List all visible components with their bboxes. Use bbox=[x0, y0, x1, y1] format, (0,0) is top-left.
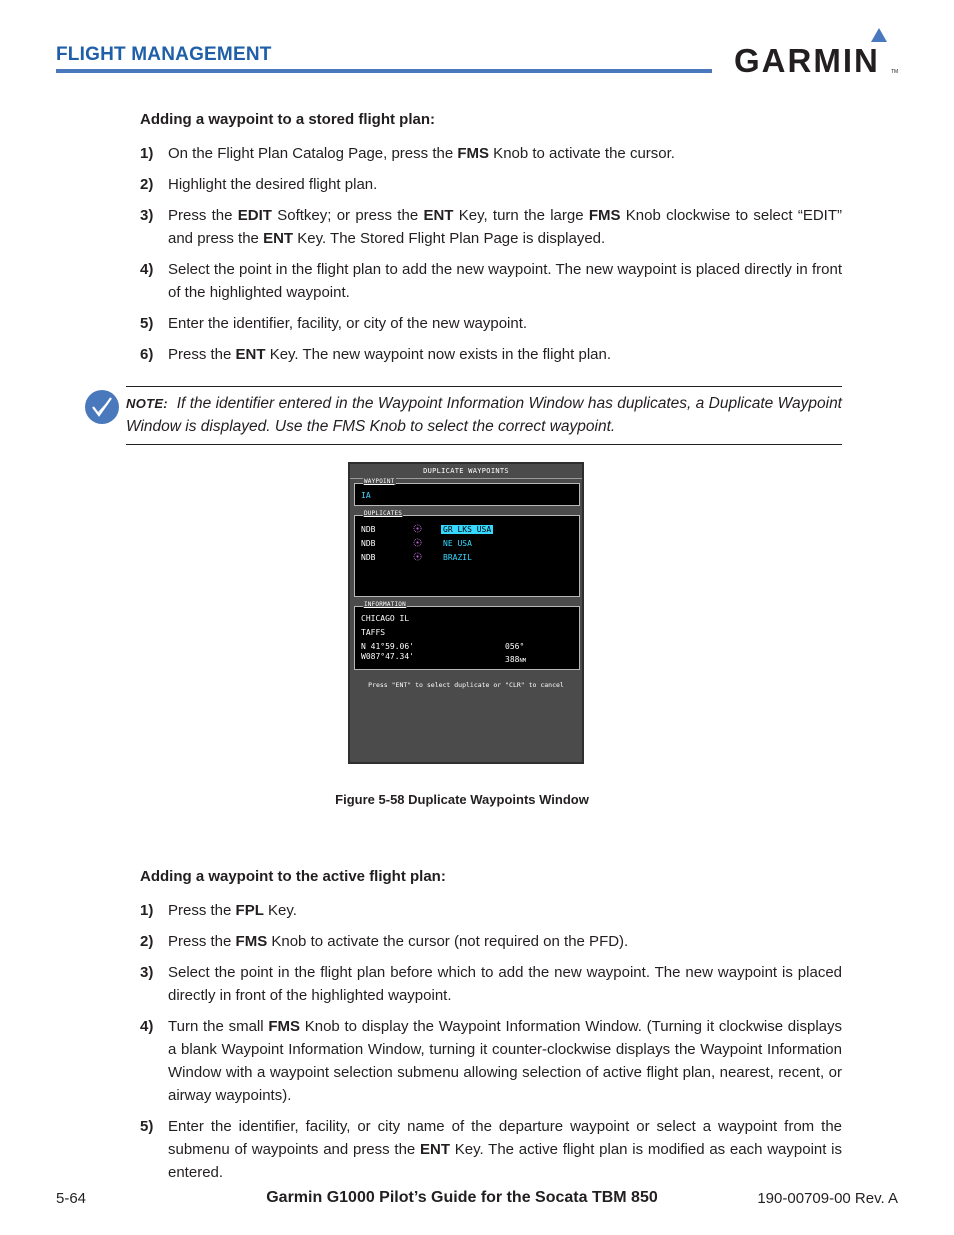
step-number: 5) bbox=[140, 315, 154, 332]
step-item bbox=[140, 173, 842, 196]
step-text: Press the bbox=[168, 902, 236, 919]
step-text: Key. bbox=[263, 902, 297, 919]
step-number: 3) bbox=[140, 964, 154, 981]
step-text: Key. The new waypoint now exists in the flight plan. bbox=[265, 346, 611, 363]
control-name: ENT bbox=[263, 230, 294, 247]
active-plan-heading: Adding a waypoint to the active flight plan: bbox=[140, 868, 446, 885]
step-text: Knob to display the Waypoint Information Window. (Turning it clockwise displays a blank Waypoint Information Window, turning it counter-clockwise displays the Waypoint Information Window with a waypoint selection submenu allowing selection of active flight plan, nearest, recent, or airway waypoints). bbox=[168, 1018, 842, 1104]
step-text: Enter the identifier, facility, or city of the new waypoint. bbox=[168, 315, 528, 332]
duplicates-label: DUPLICATES bbox=[364, 510, 403, 517]
step-item bbox=[140, 204, 842, 250]
distance-unit: NM bbox=[519, 658, 527, 664]
step-text: Knob to activate the cursor. bbox=[489, 145, 675, 162]
step-text: Knob clockwise to select “EDIT” and press the bbox=[168, 207, 843, 247]
step-text: Key, turn the large bbox=[453, 207, 589, 224]
step-text: Press the bbox=[168, 933, 236, 950]
step-item bbox=[140, 1015, 842, 1107]
step-text: Press the bbox=[168, 346, 236, 363]
logo-text: GARMIN bbox=[734, 42, 880, 79]
info-city: CHICAGO IL bbox=[361, 614, 410, 623]
info-distance: 388NM bbox=[505, 655, 527, 664]
step-item bbox=[140, 258, 842, 304]
control-name: ENT bbox=[423, 207, 454, 224]
duplicate-location[interactable]: NE USA bbox=[443, 539, 472, 548]
step-number: 3) bbox=[140, 207, 154, 224]
stored-plan-steps bbox=[140, 142, 842, 366]
window-title: DUPLICATE WAYPOINTS bbox=[423, 467, 509, 475]
step-item bbox=[140, 961, 842, 1007]
duplicates-panel bbox=[354, 510, 580, 597]
figure-caption: Figure 5-58 Duplicate Waypoints Window bbox=[335, 792, 589, 807]
logo-tm: TM bbox=[891, 69, 899, 75]
step-number: 4) bbox=[140, 1018, 154, 1035]
duplicate-type: NDB bbox=[361, 525, 376, 534]
info-bearing: 056° bbox=[505, 642, 525, 651]
info-longitude: W087°47.34' bbox=[361, 652, 414, 661]
header-rule bbox=[56, 69, 712, 73]
document-number: 190-00709-00 Rev. A bbox=[757, 1190, 898, 1207]
info-latitude: N 41°59.06' bbox=[361, 642, 414, 651]
note-icon bbox=[84, 389, 120, 425]
note-box bbox=[126, 386, 842, 445]
control-name: FMS bbox=[457, 145, 490, 162]
step-text: Softkey; or press the bbox=[271, 207, 424, 224]
control-name: FMS bbox=[235, 933, 268, 950]
ndb-icon bbox=[413, 524, 422, 533]
step-item bbox=[140, 930, 842, 953]
active-plan-steps bbox=[140, 899, 842, 1184]
page-number: 5-64 bbox=[56, 1190, 87, 1207]
step-item bbox=[140, 142, 842, 165]
control-name: FPL bbox=[235, 902, 264, 919]
control-name: FMS bbox=[268, 1018, 301, 1035]
note-text: If the identifier entered in the Waypoint Information Window has duplicates, a Duplicate Waypoint Window is displayed. Use the FMS Knob to select the correct waypoint. bbox=[126, 395, 842, 435]
step-item bbox=[140, 899, 842, 922]
stored-plan-heading: Adding a waypoint to a stored flight plan: bbox=[140, 111, 435, 128]
duplicate-location-selected[interactable]: GR LKS USA bbox=[443, 525, 492, 534]
step-number: 4) bbox=[140, 261, 154, 278]
waypoint-panel[interactable] bbox=[354, 478, 580, 506]
step-text: Select the point in the flight plan to add the new waypoint. The new waypoint is placed directly in front of the highlighted waypoint. bbox=[168, 261, 842, 301]
step-text: Turn the small bbox=[168, 1018, 269, 1035]
duplicate-waypoints-window bbox=[348, 462, 584, 764]
info-name: TAFFS bbox=[361, 628, 386, 637]
step-item bbox=[140, 343, 842, 366]
duplicate-type: NDB bbox=[361, 539, 376, 548]
footer-title: Garmin G1000 Pilot’s Guide for the Socata TBM 850 bbox=[266, 1189, 658, 1206]
window-prompt: Press "ENT" to select duplicate or "CLR" to cancel bbox=[368, 681, 564, 689]
step-number: 1) bbox=[140, 145, 154, 162]
waypoint-value[interactable]: IA bbox=[361, 491, 371, 500]
step-text: Key. The Stored Flight Plan Page is displayed. bbox=[293, 230, 606, 247]
step-text: On the Flight Plan Catalog Page, press the bbox=[168, 145, 458, 162]
section-title: FLIGHT MANAGEMENT bbox=[56, 44, 272, 65]
ndb-icon bbox=[413, 538, 422, 547]
control-name: ENT bbox=[420, 1141, 451, 1158]
step-number: 5) bbox=[140, 1118, 154, 1135]
information-label: INFORMATION bbox=[364, 601, 406, 608]
garmin-delta-icon bbox=[871, 28, 887, 42]
step-text: Enter the identifier, facility, or city name of the departure waypoint or select a waypoint from the submenu of waypoints and press the bbox=[168, 1118, 842, 1158]
step-text: Highlight the desired flight plan. bbox=[168, 176, 378, 193]
control-name: ENT bbox=[235, 346, 266, 363]
step-text: Press the bbox=[168, 207, 238, 224]
control-name: EDIT bbox=[237, 207, 272, 224]
step-number: 2) bbox=[140, 176, 154, 193]
step-number: 2) bbox=[140, 933, 154, 950]
note-label: NOTE: bbox=[126, 396, 168, 411]
waypoint-label: WAYPOINT bbox=[364, 478, 395, 485]
ndb-icon bbox=[413, 552, 422, 561]
step-text: Select the point in the flight plan before which to add the new waypoint. The new waypoint is placed directly in front of the highlighted waypoint. bbox=[168, 964, 842, 1004]
step-item bbox=[140, 312, 842, 335]
garmin-logo bbox=[734, 26, 904, 80]
step-number: 1) bbox=[140, 902, 154, 919]
step-text: Key. The active flight plan is modified as each waypoint is entered. bbox=[168, 1141, 843, 1181]
step-item bbox=[140, 1115, 842, 1184]
duplicate-type: NDB bbox=[361, 553, 376, 562]
information-panel bbox=[354, 601, 580, 670]
step-text: Knob to activate the cursor (not required on the PFD). bbox=[267, 933, 629, 950]
control-name: FMS bbox=[588, 207, 621, 224]
step-number: 6) bbox=[140, 346, 154, 363]
duplicate-location[interactable]: BRAZIL bbox=[443, 553, 472, 562]
